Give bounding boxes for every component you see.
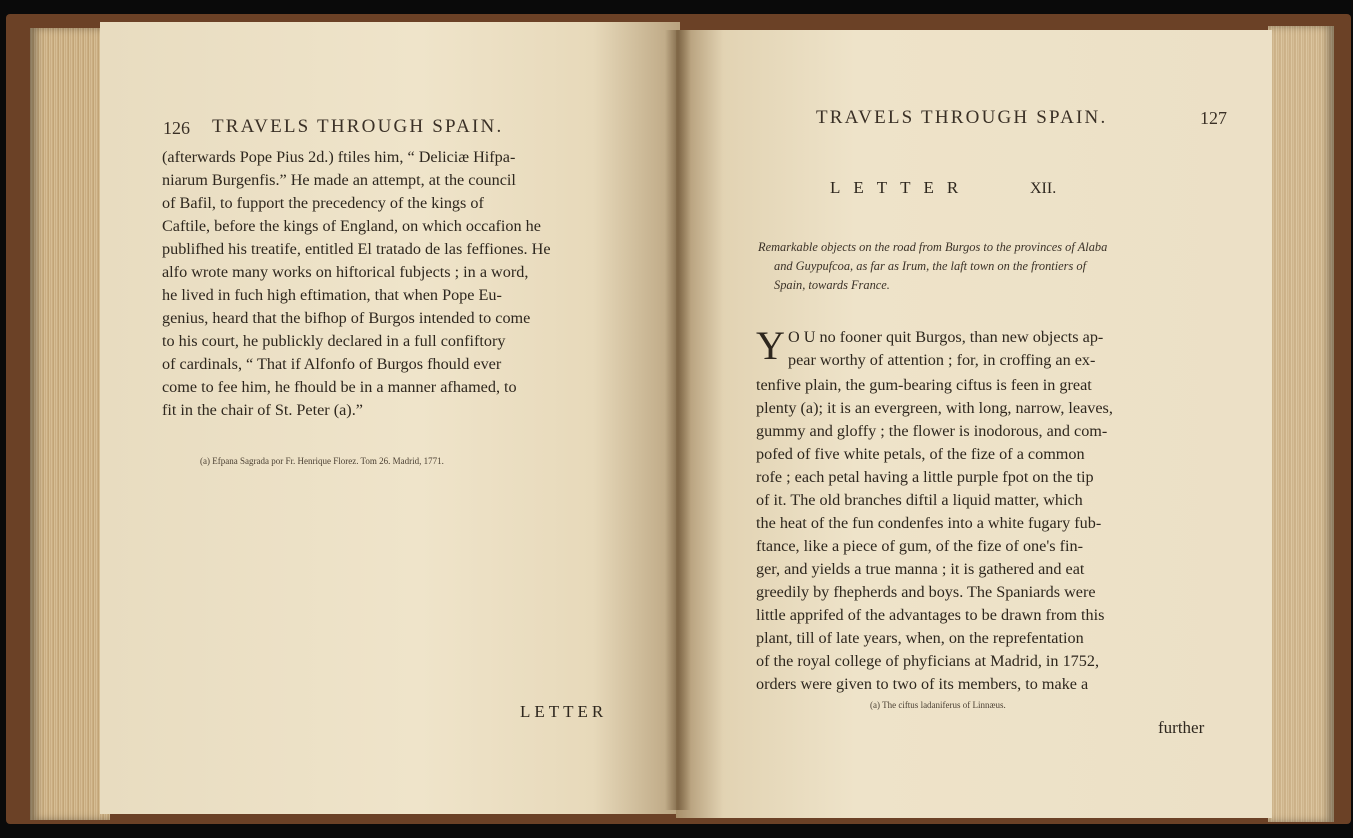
letter-summary-line: Remarkable objects on the road from Burgos to the provinces of Alaba — [758, 240, 1108, 254]
left-text-line: Caftile, before the kings of England, on which occafion he — [162, 217, 541, 235]
right-footnote: (a) The ciftus ladaniferus of Linnæus. — [870, 700, 1006, 710]
right-text-line: the heat of the fun condenfes into a white fugary fub- — [756, 514, 1102, 532]
right-text-line: plant, till of late years, when, on the reprefentation — [756, 629, 1084, 647]
right-text-line: gummy and gloffy ; the flower is inodorous, and com- — [756, 422, 1108, 440]
right-text-line: rofe ; each petal having a little purple fpot on the tip — [756, 468, 1094, 486]
left-text-line: come to fee him, he fhould be in a manner afhamed, to — [162, 378, 517, 396]
right-text-line: pofed of five white petals, of the fize of a common — [756, 445, 1085, 463]
left-text-line: to his court, he publickly declared in a full confiftory — [162, 332, 506, 350]
left-text-line: he lived in fuch high eftimation, that when Pope Eu- — [162, 286, 502, 304]
left-text-line: publifhed his treatife, entitled El tratado de las feffiones. He — [162, 240, 551, 258]
right-running-head: TRAVELS THROUGH SPAIN. — [816, 107, 1108, 128]
left-text-line: genius, heard that the bifhop of Burgos intended to come — [162, 309, 531, 327]
left-running-head: TRAVELS THROUGH SPAIN. — [212, 116, 504, 137]
left-text-line: fit in the chair of St. Peter (a).” — [162, 401, 363, 419]
left-catchword: LETTER — [520, 702, 608, 721]
right-catchword: further — [1158, 718, 1205, 737]
right-page-edges — [1268, 26, 1334, 822]
right-text-line: greedily by fhepherds and boys. The Spaniards were — [756, 583, 1096, 601]
right-text-line: O U no fooner quit Burgos, than new objects ap- — [788, 328, 1104, 346]
left-page-number: 126 — [163, 118, 190, 138]
letter-number: XII. — [1030, 180, 1057, 197]
right-text-line: of the royal college of phyficians at Madrid, in 1752, — [756, 652, 1099, 670]
letter-summary-line: and Guypufcoa, as far as Irum, the laft town on the frontiers of — [774, 259, 1087, 273]
right-text-line: orders were given to two of its members, to make a — [756, 675, 1089, 693]
left-text-line: (afterwards Pope Pius 2d.) ftiles him, “ Deliciæ Hifpa- — [162, 148, 516, 166]
left-text-line: alfo wrote many works on hiftorical fubjects ; in a word, — [162, 263, 529, 281]
drop-cap: Y — [756, 323, 785, 368]
right-page-number: 127 — [1200, 108, 1227, 128]
right-text-line: plenty (a); it is an evergreen, with long, narrow, leaves, — [756, 399, 1113, 417]
right-text-line: ftance, like a piece of gum, of the fize of one's fin- — [756, 537, 1083, 555]
left-text-line: niarum Burgenfis.” He made an attempt, at the council — [162, 171, 516, 189]
left-text-line: of cardinals, “ That if Alfonfo of Burgos fhould ever — [162, 355, 502, 373]
right-text-line: of it. The old branches diftil a liquid matter, which — [756, 491, 1083, 509]
right-text-line: pear worthy of attention ; for, in croffing an ex- — [788, 351, 1096, 369]
right-text-line: tenfive plain, the gum-bearing ciftus is feen in great — [756, 376, 1092, 394]
letter-summary-line: Spain, towards France. — [774, 278, 890, 292]
left-text-line: of Bafil, to fupport the precedency of the kings of — [162, 194, 484, 212]
left-page-edges — [30, 28, 110, 820]
letter-heading: LETTER — [830, 178, 972, 197]
right-text-line: little apprifed of the advantages to be drawn from this — [756, 606, 1105, 624]
right-text-line: ger, and yields a true manna ; it is gathered and eat — [756, 560, 1085, 578]
book-gutter — [665, 30, 691, 810]
left-footnote: (a) Efpana Sagrada por Fr. Henrique Florez. Tom 26. Madrid, 1771. — [200, 456, 444, 466]
